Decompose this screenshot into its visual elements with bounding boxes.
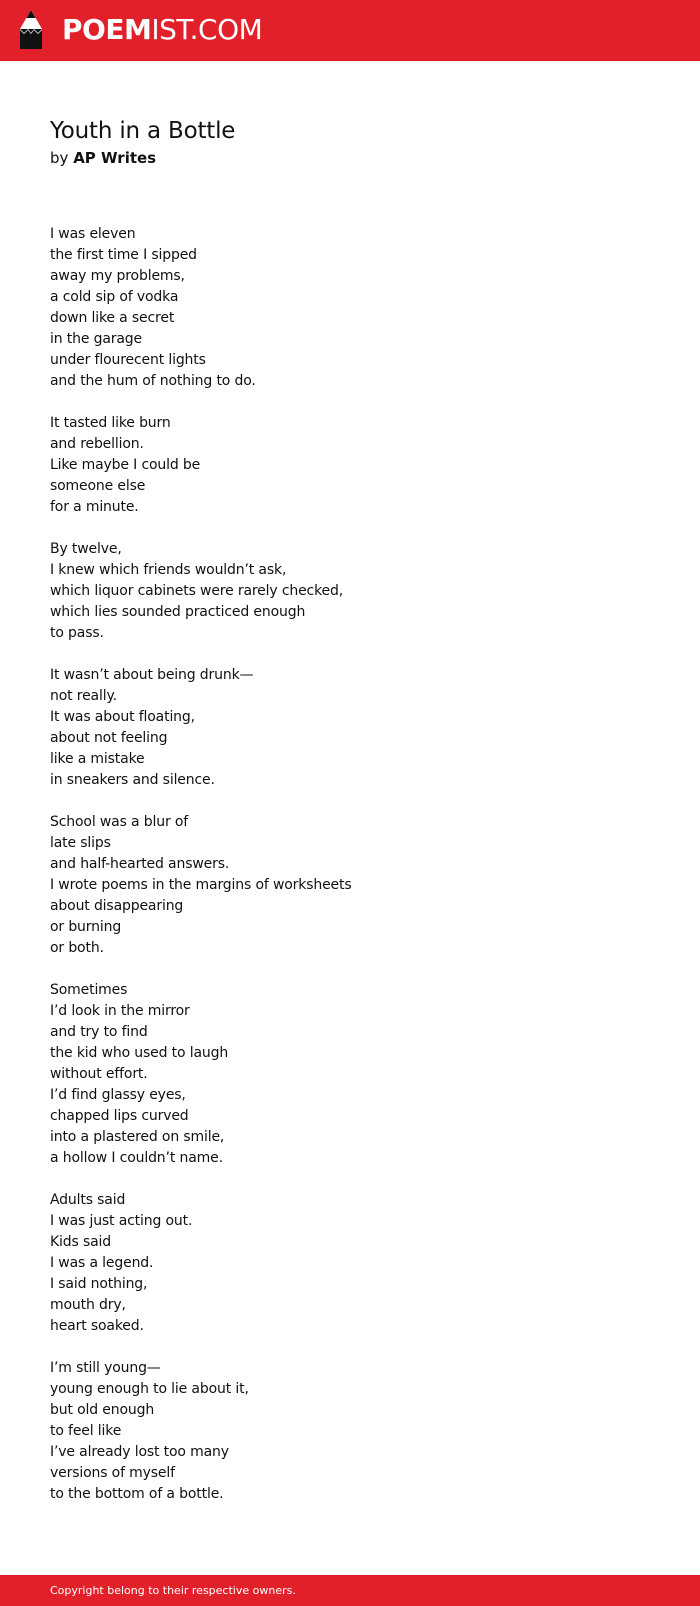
poem-line: and rebellion. — [50, 436, 144, 452]
poem-line: for a minute. — [50, 499, 139, 515]
poem-line: I knew which friends wouldn’t ask, — [50, 562, 287, 578]
poem-line: but old enough — [50, 1402, 155, 1418]
poem-title: Youth in a Bottle — [50, 118, 236, 144]
poem-line: and the hum of nothing to do. — [50, 373, 256, 389]
poem-line: Sometimes — [50, 982, 128, 998]
author-name: AP Writes — [73, 149, 157, 167]
site-logo[interactable] — [62, 13, 262, 47]
by-label: by — [50, 149, 69, 167]
poem-line: or burning — [50, 919, 122, 935]
poem-line: the kid who used to laugh — [50, 1045, 229, 1061]
poem-stanza — [50, 980, 650, 1169]
poem-line: which lies sounded practiced enough — [50, 604, 306, 620]
poem-stanza — [50, 665, 650, 791]
poem-line: I was a legend. — [50, 1255, 154, 1271]
poem-line: which liquor cabinets were rarely checked, — [50, 583, 344, 599]
logo-text-light: IST.COM — [151, 13, 263, 46]
poem-line: about not feeling — [50, 730, 168, 746]
poem-line: to the bottom of a bottle. — [50, 1486, 224, 1502]
poem-line: I said nothing, — [50, 1276, 148, 1292]
poem-line: without effort. — [50, 1066, 148, 1082]
poem-line: Kids said — [50, 1234, 112, 1250]
poem-line: Like maybe I could be — [50, 457, 201, 473]
poem-content — [50, 115, 650, 1526]
poem-line: not really. — [50, 688, 117, 704]
poem-line: versions of myself — [50, 1465, 175, 1481]
poem-stanza — [50, 224, 650, 392]
poem-line: I’d look in the mirror — [50, 1003, 190, 1019]
poem-line: It tasted like burn — [50, 415, 171, 431]
poem-line: someone else — [50, 478, 146, 494]
poem-line: I was just acting out. — [50, 1213, 193, 1229]
poem-line: It was about floating, — [50, 709, 195, 725]
poem-line: I was eleven — [50, 226, 136, 242]
poem-line: I’d find glassy eyes, — [50, 1087, 186, 1103]
poem-line: and try to find — [50, 1024, 148, 1040]
poem-line: I wrote poems in the margins of worksheets — [50, 877, 352, 893]
poem-line: It wasn’t about being drunk— — [50, 667, 254, 683]
site-header — [0, 0, 700, 61]
poem-line: Adults said — [50, 1192, 126, 1208]
poem-stanza — [50, 413, 650, 518]
poem-line: chapped lips curved — [50, 1108, 189, 1124]
poem-line: about disappearing — [50, 898, 184, 914]
poem-line: and half-hearted answers. — [50, 856, 230, 872]
pencil-icon — [17, 9, 45, 51]
poem-stanza — [50, 1190, 650, 1337]
poem-line: the first time I sipped — [50, 247, 197, 263]
poem-line: to pass. — [50, 625, 104, 641]
poem-line: to feel like — [50, 1423, 122, 1439]
poem-stanza — [50, 812, 650, 959]
byline — [50, 147, 650, 169]
poem-line: young enough to lie about it, — [50, 1381, 249, 1397]
poem-line: heart soaked. — [50, 1318, 144, 1334]
poem-line: I’ve already lost too many — [50, 1444, 229, 1460]
poem-line: a cold sip of vodka — [50, 289, 179, 305]
poem-line: into a plastered on smile, — [50, 1129, 225, 1145]
poem-body — [50, 224, 650, 1505]
poem-line: like a mistake — [50, 751, 145, 767]
site-footer — [0, 1575, 700, 1606]
poem-line: School was a blur of — [50, 814, 189, 830]
poem-line: away my problems, — [50, 268, 185, 284]
poem-line: late slips — [50, 835, 111, 851]
poem-line: mouth dry, — [50, 1297, 126, 1313]
poem-line: By twelve, — [50, 541, 122, 557]
poem-line: or both. — [50, 940, 104, 956]
poem-line: down like a secret — [50, 310, 175, 326]
poem-line: a hollow I couldn’t name. — [50, 1150, 223, 1166]
poem-stanza — [50, 539, 650, 644]
poem-stanza — [50, 1358, 650, 1505]
poem-line: in the garage — [50, 331, 142, 347]
poem-line: I’m still young— — [50, 1360, 161, 1376]
poem-line: in sneakers and silence. — [50, 772, 215, 788]
logo-text-bold: POEM — [62, 13, 152, 46]
copyright-text: Copyright belong to their respective owners. — [50, 1584, 296, 1597]
poem-line: under flourecent lights — [50, 352, 206, 368]
